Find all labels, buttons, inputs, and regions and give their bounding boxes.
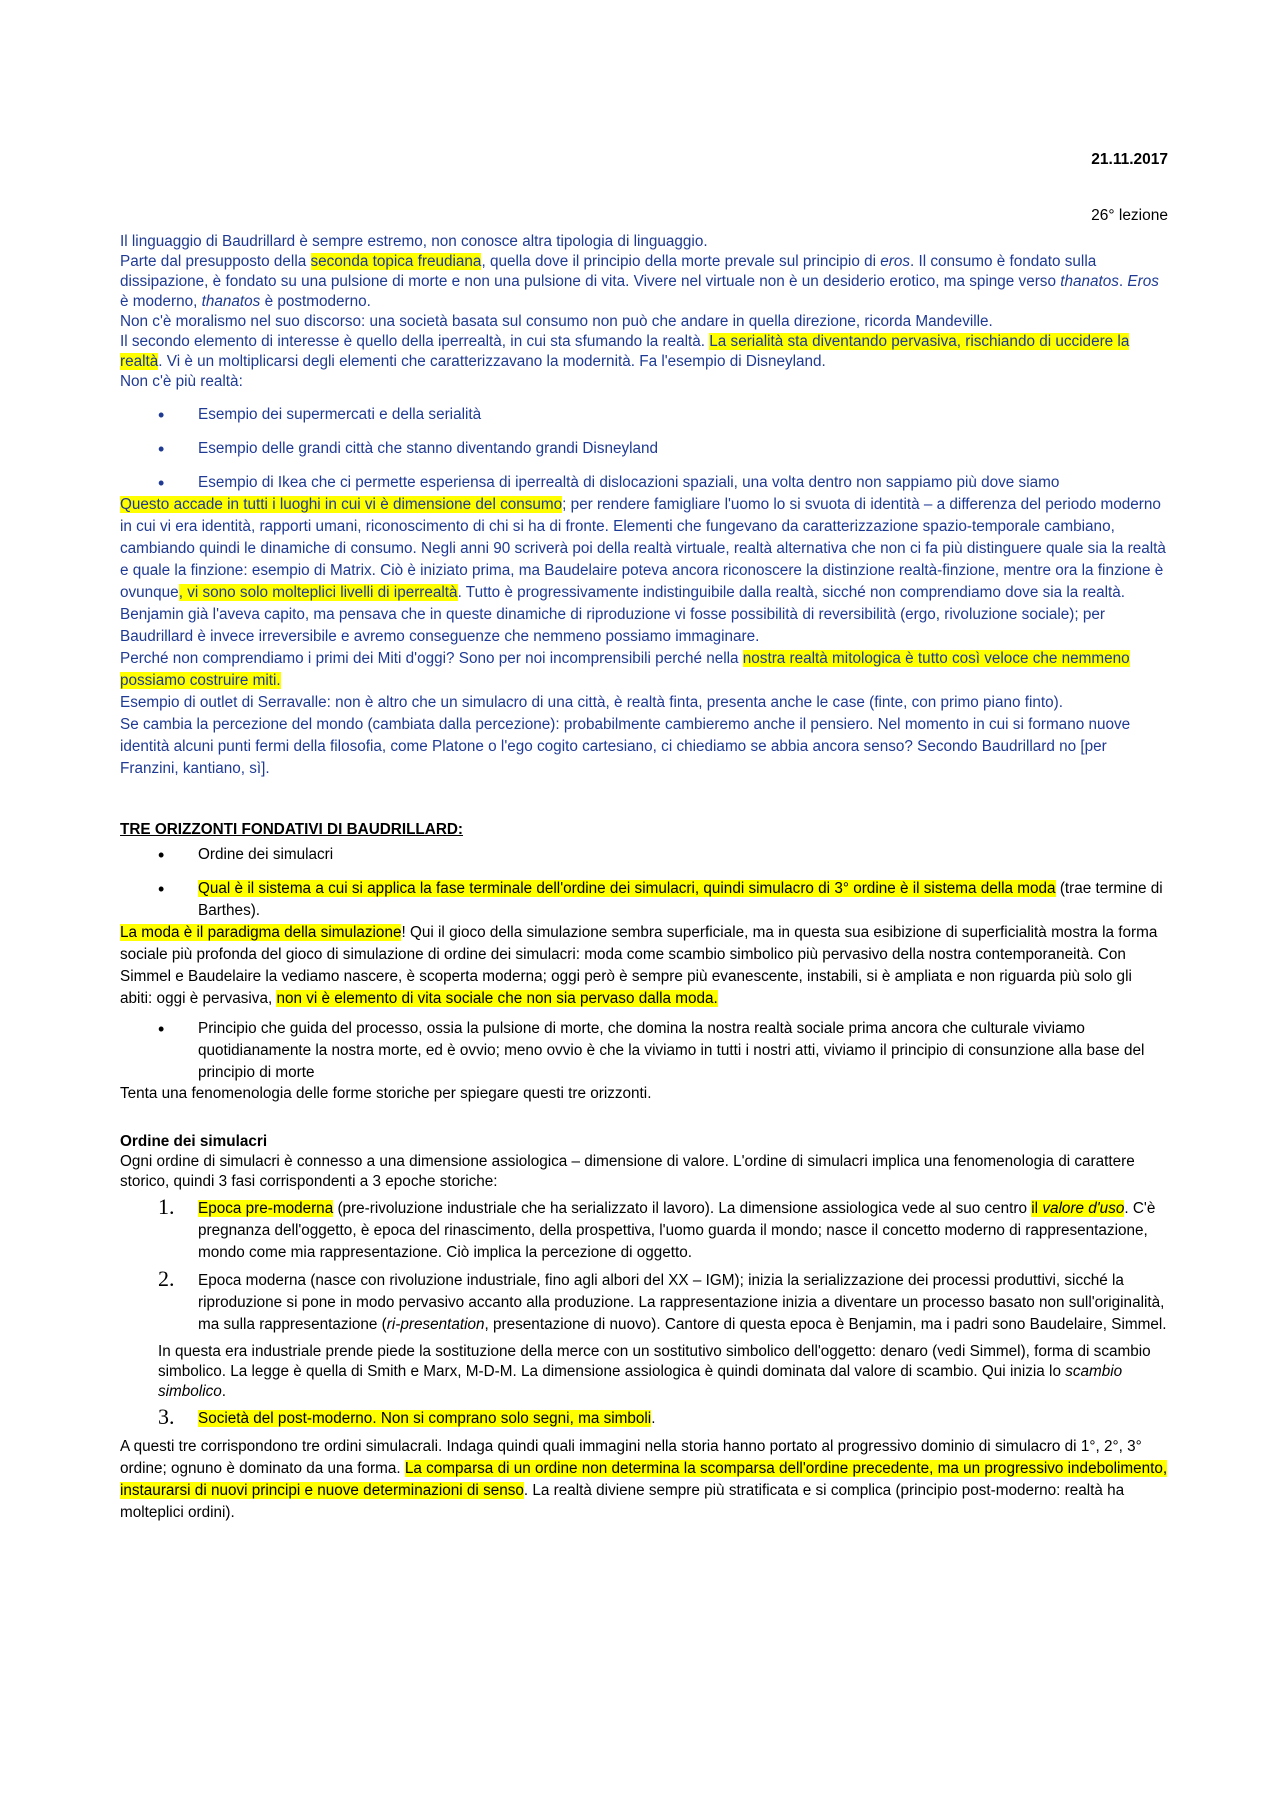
paragraph: Questo accade in tutti i luoghi in cui vi è dimensione del consumo; per rendere famigliare l'uomo lo si svuota di identità – a differenza del periodo moderno in cui vi era identità, rapporti umani, riconoscimento di chi si ha di fronte. Elementi che fungevano da caratterizzazione spazio-temporale cambiano, cambiando quindi le dinamiche di consumo. Negli anni 90 scriverà poi della realtà virtuale, realtà alternativa che non ci fa più distinguere quale sia la realtà e quale la finzione: esempio di Matrix. Ciò è iniziato prima, ma Baudelaire poteva ancora riconoscere la distinzione realtà-finzione, mentre ora la finzione è ovunque, vi sono solo molteplici livelli di iperrealtà. Tutto è progressivamente indistinguibile dalla realtà, sicché non comprendiamo dove sia la realtà. Benjamin già l'aveva capito, ma pensava che in queste dinamiche di riproduzione vi fosse possibilità di reversibilità (ergo, rivoluzione sociale); per Baudrillard è invece irreversibile e avremo conseguenze che nemmeno possiamo immaginare. xyxy=(120,496,1166,645)
bullet-icon: • xyxy=(158,1019,165,1039)
highlight: La moda è il paradigma della simulazione xyxy=(120,924,402,941)
list-item: • Esempio di Ikea che ci permette esperiensa di iperrealtà di dislocazioni spaziali, una volta dentro non sappiamo più dove siamo xyxy=(158,473,1060,493)
list-item: 3. Società del post-moderno. Non si comprano solo segni, ma simboli. xyxy=(158,1404,656,1429)
lecture-number: 26° lezione xyxy=(1091,207,1168,224)
highlight: Società del post-moderno. Non si comprano solo segni, ma simboli xyxy=(198,1410,652,1427)
list-number: 1. xyxy=(158,1194,175,1219)
intro-section xyxy=(120,232,1168,392)
paragraph: A questi tre corrispondono tre ordini simulacrali. Indaga quindi quali immagini nella storia hanno portato al progressivo dominio di simulacro di 1°, 2°, 3° ordine; ognuno è dominato da una forma. La comparsa di un ordine non determina la scomparsa dell'ordine precedente, ma un progressivo indebolimento, instaurarsi di nuovi principi e nuove determinazioni di senso. La realtà diviene sempre più stratificata e si complica (principio post-moderno: realtà ha molteplici ordini). xyxy=(120,1438,1168,1521)
orizzonti-list xyxy=(120,844,1168,922)
document-page xyxy=(120,150,1168,1524)
bullet-icon: • xyxy=(158,845,165,865)
paragraph: Ogni ordine di simulacri è connesso a una dimensione assiologica – dimensione di valore. L'ordine di simulacri implica una fenomenologia di carattere storico, quindi 3 fasi corrispondenti a 3 epoche storiche: xyxy=(120,1153,1135,1190)
paragraph: Il linguaggio di Baudrillard è sempre estremo, non conosce altra tipologia di linguaggio. xyxy=(120,233,708,250)
paragraph: Tenta una fenomenologia delle forme storiche per spiegare questi tre orizzonti. xyxy=(120,1085,652,1102)
highlight: La serialità sta diventando pervasiva, rischiando di uccidere la realtà xyxy=(120,333,1130,370)
list-number: 2. xyxy=(158,1266,175,1291)
highlight: , vi sono solo molteplici livelli di iperrealtà xyxy=(178,584,458,601)
paragraph: Perché non comprendiamo i primi dei Miti d'oggi? Sono per noi incomprensibili perché nella nostra realtà mitologica è tutto così veloce che nemmeno possiamo costruire miti. xyxy=(120,650,1130,689)
list-item: • Ordine dei simulacri xyxy=(158,845,334,865)
highlight: Qual è il sistema a cui si applica la fase terminale dell'ordine dei simulacri, quindi simulacro di 3° ordine è il sistema della moda xyxy=(198,880,1056,897)
list-item: • Principio che guida del processo, ossia la pulsione di morte, che domina la nostra realtà sociale prima ancora che culturale viviamo quotidianamente la nostra morte, ed è ovvio; meno ovvio è che la viviamo in tutti i nostri atti, viviamo il principio di consunzione alla base del principio di morte xyxy=(158,1019,1145,1081)
paragraph: Se cambia la percezione del mondo (cambiata dalla percezione): probabilmente cambieremo anche il pensiero. Nel momento in cui si formano nuove identità alcuni punti fermi della filosofia, come Platone o l'ego cogito cartesiano, ci chiediamo se abbia ancora senso? Secondo Baudrillard no [per Franzini, kantiano, sì]. xyxy=(120,716,1131,777)
paragraph: Esempio di outlet di Serravalle: non è altro che un simulacro di una città, è realtà finta, presenta anche le case (finte, con primo piano finto). xyxy=(120,694,1063,711)
highlight: non vi è elemento di vita sociale che non sia pervaso dalla moda. xyxy=(276,990,718,1007)
highlight: seconda topica freudiana xyxy=(310,253,482,270)
list-item: • Esempio delle grandi città che stanno diventando grandi Disneyland xyxy=(158,439,659,459)
highlight: il xyxy=(1031,1200,1043,1217)
list-item: • Qual è il sistema a cui si applica la fase terminale dell'ordine dei simulacri, quindi simulacro di 3° ordine è il sistema della moda (trae termine di Barthes). xyxy=(158,879,1163,919)
highlight: nostra realtà mitologica è tutto così veloce che nemmeno possiamo costruire miti. xyxy=(120,650,1130,689)
highlight: La comparsa di un ordine non determina la scomparsa dell'ordine precedente, ma un progressivo indebolimento, instaurarsi di nuovi principi e nuove determinazioni di senso xyxy=(120,1460,1168,1499)
consumo-section xyxy=(120,494,1168,780)
ordine-section xyxy=(120,1132,1168,1524)
lecture-date: 21.11.2017 xyxy=(1091,151,1168,168)
list-item: 1. Epoca pre-moderna (pre-rivoluzione industriale che ha serializzato il lavoro). La dimensione assiologica vede al suo centro il valore d'uso. C'è pregnanza dell'oggetto, è epoca del rinascimento, della prospettiva, l'uomo guarda il mondo; nasce il concetto moderno di rappresentazione, mondo come mia rappresentazione. Ciò implica la percezione di oggetto. xyxy=(158,1194,1156,1261)
epochs-list-3 xyxy=(120,1404,1168,1430)
orizzonti-list-2 xyxy=(120,1018,1168,1084)
paragraph: Parte dal presupposto della seconda topica freudiana, quella dove il principio della morte prevale sul principio di eros. Il consumo è fondato sulla dissipazione, è fondato su una pulsione di morte e non una pulsione di vita. Vivere nel virtuale non è un desiderio erotico, ma spinge verso thanatos. Eros è moderno, thanatos è postmoderno. xyxy=(120,253,1159,310)
section-heading: Ordine dei simulacri xyxy=(120,1133,268,1150)
bullet-icon: • xyxy=(158,879,165,899)
paragraph: Il secondo elemento di interesse è quello della iperrealtà, in cui sta sfumando la realtà. La serialità sta diventando pervasiva, rischiando di uccidere la realtà. Vi è un moltiplicarsi degli elementi che caratterizzavano la modernità. Fa l'esempio di Disneyland. xyxy=(120,333,1130,370)
highlight: valore d'uso xyxy=(1042,1200,1125,1217)
list-item: • Esempio dei supermercati e della serialità xyxy=(158,405,482,425)
bullet-icon: • xyxy=(158,473,165,493)
tre-orizzonti-section xyxy=(120,820,1168,1104)
highlight: Epoca pre-moderna xyxy=(198,1200,334,1217)
bullet-icon: • xyxy=(158,405,165,425)
paragraph: Non c'è più realtà: xyxy=(120,373,243,390)
list-number: 3. xyxy=(158,1404,175,1429)
examples-list xyxy=(120,404,1168,494)
highlight: Questo accade in tutti i luoghi in cui vi è dimensione del consumo xyxy=(120,496,563,513)
paragraph: La moda è il paradigma della simulazione! Qui il gioco della simulazione sembra superficiale, ma in questa sua esibizione di superficialità mostra la forma sociale più profonda del gioco di simulazione di ordine dei simulacri: moda come scambio simbolico più pervasivo della nostra contemporaneità. Con Simmel e Baudelaire la vediamo nascere, è scoperta moderna; oggi però è sempre più evanescente, instabili, si è ampliata e non riguarda più solo gli abiti: oggi è pervasiva, non vi è elemento di vita sociale che non sia pervaso dalla moda. xyxy=(120,924,1158,1007)
bullet-icon: • xyxy=(158,439,165,459)
paragraph: Non c'è moralismo nel suo discorso: una società basata sul consumo non può che andare in quella direzione, ricorda Mandeville. xyxy=(120,313,993,330)
section-heading: TRE ORIZZONTI FONDATIVI DI BAUDRILLARD: xyxy=(120,821,464,838)
paragraph: In questa era industriale prende piede la sostituzione della merce con un sostitutivo simbolico dell'oggetto: denaro (vedi Simmel), forma di scambio simbolico. La legge è quella di Smith e Marx, M-D-M. La dimensione assiologica è quindi dominata dal valore di scambio. Qui inizia lo scambio simbolico. xyxy=(158,1343,1151,1400)
epochs-list xyxy=(120,1194,1168,1336)
list-item: 2. Epoca moderna (nasce con rivoluzione industriale, fino agli albori del XX – IGM); inizia la serializzazione dei processi produttivi, sicché la riproduzione si pone in modo pervasivo accanto alla produzione. La rappresentazione inizia a diventare un processo basato non sull'originalità, ma sulla rappresentazione (ri-presentation, presentazione di nuovo). Cantore di questa epoca è Benjamin, ma i padri sono Baudelaire, Simmel. xyxy=(158,1266,1167,1333)
